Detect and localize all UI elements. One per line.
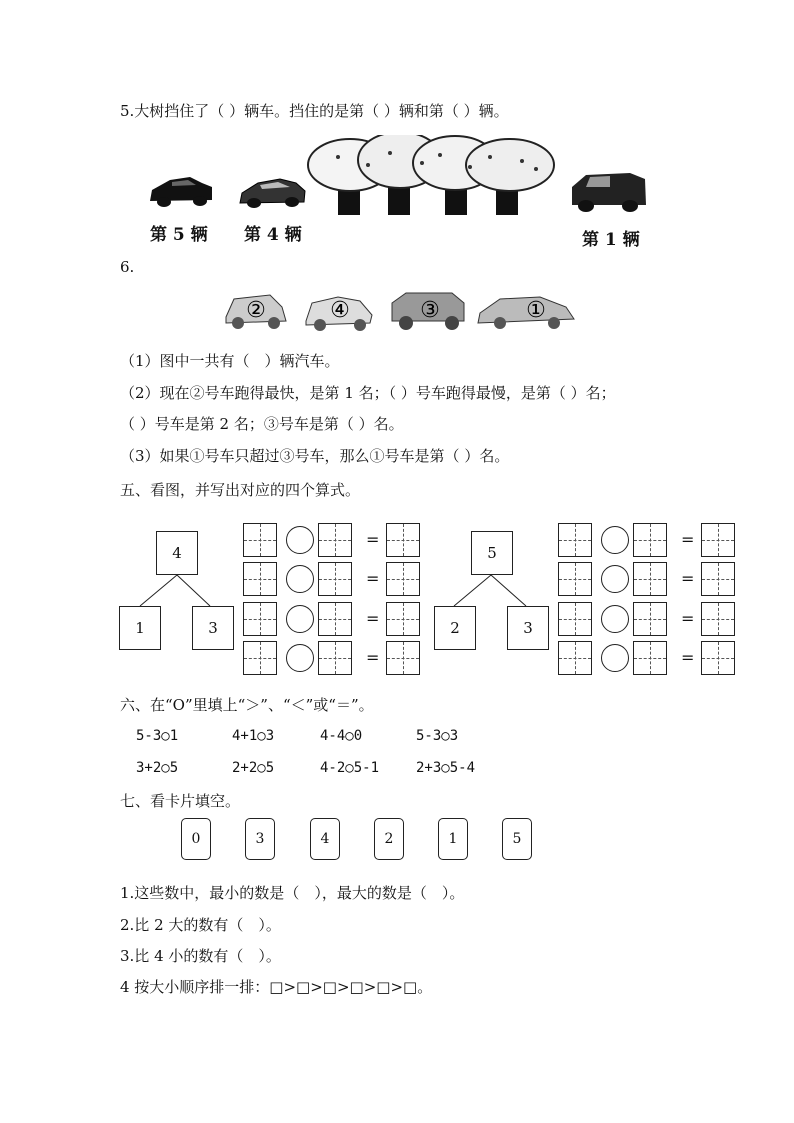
sec7-line-1: 1.这些数中，最小的数是（ ），最大的数是（ ）。 xyxy=(120,884,465,902)
tree1-top: 4 xyxy=(156,531,198,575)
answer-cell[interactable] xyxy=(558,562,592,596)
car-number-1: ① xyxy=(526,298,546,323)
answer-cell[interactable] xyxy=(558,523,592,557)
answer-cell[interactable] xyxy=(633,641,667,675)
answer-cell[interactable] xyxy=(633,602,667,636)
q5-text: 5.大树挡住了（ ）辆车。挡住的是第（ ）辆和第（ ）辆。 xyxy=(120,102,509,120)
sec7-line-2: 2.比 2 大的数有（ ）。 xyxy=(120,916,281,934)
car-4-icon xyxy=(240,179,305,208)
sec7-title: 七、看卡片填空。 xyxy=(120,792,241,810)
answer-cell[interactable] xyxy=(386,641,420,675)
number-card: 2 xyxy=(374,818,404,860)
car-1-icon xyxy=(572,173,646,212)
operator-circle[interactable] xyxy=(601,605,629,633)
compare-item[interactable]: 4+1○3 xyxy=(232,728,275,744)
q6-cars xyxy=(220,285,580,335)
car-4-label: 第 4 辆 xyxy=(244,225,302,245)
car-number-4: ④ xyxy=(330,298,350,323)
tree2-top: 5 xyxy=(471,531,513,575)
number-card: 4 xyxy=(310,818,340,860)
number-card: 5 xyxy=(502,818,532,860)
q6-number: 6. xyxy=(120,258,135,276)
answer-cell[interactable] xyxy=(243,641,277,675)
operator-circle[interactable] xyxy=(286,644,314,672)
answer-cell[interactable] xyxy=(701,523,735,557)
answer-cell[interactable] xyxy=(386,602,420,636)
equals-sign: = xyxy=(366,609,380,628)
tree2-left: 2 xyxy=(434,606,476,650)
compare-item[interactable]: 5-3○1 xyxy=(136,728,179,744)
equals-sign: = xyxy=(366,648,380,667)
answer-cell[interactable] xyxy=(386,523,420,557)
compare-item[interactable]: 4-2○5-1 xyxy=(320,760,380,776)
answer-cell[interactable] xyxy=(318,523,352,557)
answer-cell[interactable] xyxy=(243,523,277,557)
sec7-line-4: 4 按大小顺序排一排：□>□>□>□>□>□。 xyxy=(120,978,433,996)
operator-circle[interactable] xyxy=(286,605,314,633)
tree1-left: 1 xyxy=(119,606,161,650)
answer-cell[interactable] xyxy=(318,641,352,675)
compare-item[interactable]: 3+2○5 xyxy=(136,760,179,776)
operator-circle[interactable] xyxy=(601,526,629,554)
answer-cell[interactable] xyxy=(243,602,277,636)
compare-item[interactable]: 2+2○5 xyxy=(232,760,275,776)
answer-cell[interactable] xyxy=(318,602,352,636)
equals-sign: = xyxy=(366,569,380,588)
car-5-icon xyxy=(150,177,212,207)
tree1-right: 3 xyxy=(192,606,234,650)
answer-cell[interactable] xyxy=(243,562,277,596)
answer-cell[interactable] xyxy=(386,562,420,596)
number-card: 1 xyxy=(438,818,468,860)
operator-circle[interactable] xyxy=(286,565,314,593)
operator-circle[interactable] xyxy=(601,644,629,672)
equals-sign: = xyxy=(366,530,380,549)
answer-cell[interactable] xyxy=(701,641,735,675)
equals-sign: = xyxy=(681,530,695,549)
sec6-title: 六、在“O”里填上“＞”、“＜”或“＝”。 xyxy=(120,696,374,714)
answer-cell[interactable] xyxy=(701,562,735,596)
compare-item[interactable]: 2+3○5-4 xyxy=(416,760,476,776)
answer-cell[interactable] xyxy=(701,602,735,636)
operator-circle[interactable] xyxy=(601,565,629,593)
sec7-line-3: 3.比 4 小的数有（ ）。 xyxy=(120,947,281,965)
answer-cell[interactable] xyxy=(318,562,352,596)
q6-line-1: （1）图中一共有（ ）辆汽车。 xyxy=(120,352,340,370)
tree2-right: 3 xyxy=(507,606,549,650)
equals-sign: = xyxy=(681,648,695,667)
trees-icon xyxy=(308,135,554,215)
car-number-3: ③ xyxy=(420,298,440,323)
answer-cell[interactable] xyxy=(558,602,592,636)
number-card: 0 xyxy=(181,818,211,860)
car-1-label: 第 1 辆 xyxy=(582,230,640,250)
car-number-2: ② xyxy=(246,298,266,323)
car-5-label: 第 5 辆 xyxy=(150,225,208,245)
compare-item[interactable]: 5-3○3 xyxy=(416,728,459,744)
equals-sign: = xyxy=(681,569,695,588)
answer-cell[interactable] xyxy=(558,641,592,675)
answer-cell[interactable] xyxy=(633,523,667,557)
compare-item[interactable]: 4-4○0 xyxy=(320,728,363,744)
q6-line-3: （ ）号车是第 2 名；③号车是第（ ）名。 xyxy=(120,415,404,433)
q6-line-2: （2）现在②号车跑得最快，是第 1 名；（ ）号车跑得最慢，是第（ ）名； xyxy=(120,384,616,402)
answer-cell[interactable] xyxy=(633,562,667,596)
equals-sign: = xyxy=(681,609,695,628)
q6-line-4: （3）如果①号车只超过③号车，那么①号车是第（ ）名。 xyxy=(120,447,510,465)
number-card: 3 xyxy=(245,818,275,860)
sec5-title: 五、看图，并写出对应的四个算式。 xyxy=(120,481,361,499)
operator-circle[interactable] xyxy=(286,526,314,554)
